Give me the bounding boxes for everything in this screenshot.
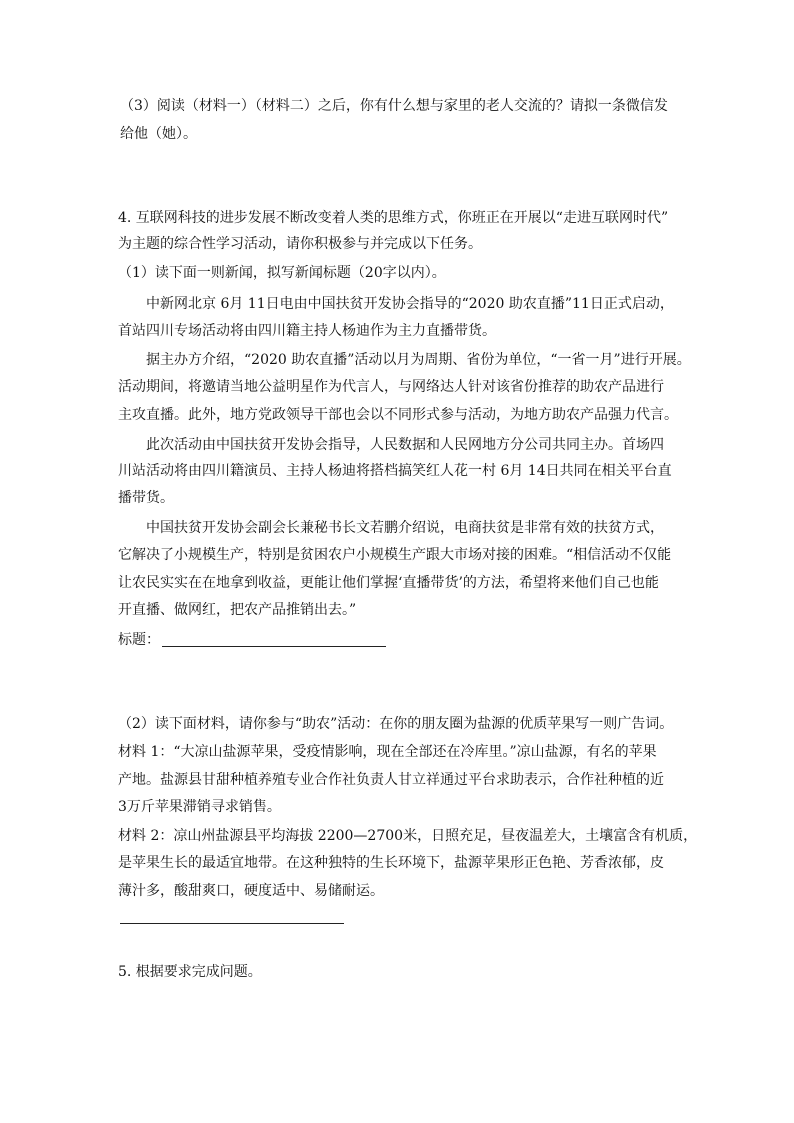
news-line: 首站四川专场活动将由四川籍主持人杨迪作为主力直播带货。 bbox=[118, 323, 496, 339]
q4-intro-line-1: 4. 互联网科技的进步发展不断改变着人类的思维方式，你班正在开展以“走进互联网时代” bbox=[118, 210, 669, 226]
news-line: 据主办方介绍，“2020 助农直播”活动以月为周期、省份为单位，“一省一月”进行开展。 bbox=[146, 352, 691, 368]
material-line: 产地。盐源县甘甜种植养殖专业合作社负责人甘立祥通过平台求助表示，合作社种植的近 bbox=[118, 772, 664, 788]
material-line: 材料 2：凉山州盐源县平均海拔 2200—2700米，日照充足，昼夜温差大，土壤富含有机质， bbox=[118, 828, 698, 844]
material-line: 3万斤苹果滞销寻求销售。 bbox=[118, 799, 281, 815]
ad-answer-line[interactable] bbox=[120, 923, 344, 924]
material-line: 是苹果生长的最适宜地带。在这种独特的生长环境下，盐源苹果形正色艳、芳香浓郁，皮 bbox=[118, 855, 664, 871]
news-line: 让农民实实在在地拿到收益，更能让他们掌握‘直播带货’的方法，希望将来他们自己也能 bbox=[118, 575, 659, 591]
news-line: 川站活动将由四川籍演员、主持人杨迪将搭档搞笑红人花一村 6月 14日共同在相关平台直 bbox=[118, 463, 672, 479]
news-line: 此次活动由中国扶贫开发协会指导，人民数据和人民网地方分公司共同主办。首场四 bbox=[146, 437, 664, 453]
q3-line-2: 给他（她）。 bbox=[120, 126, 197, 142]
news-line: 主攻直播。此外，地方党政领导干部也会以不同形式参与活动，为地方助农产品强力代言。 bbox=[118, 407, 678, 423]
material-line: 材料 1：“大凉山盐源苹果，受疫情影响，现在全部还在冷库里。”凉山盐源，有名的苹果 bbox=[118, 744, 657, 760]
news-line: 它解决了小规模生产，特别是贫困农户小规模生产跟大市场对接的困难。“相信活动不仅能 bbox=[118, 547, 672, 563]
news-line: 播带货。 bbox=[118, 490, 174, 506]
title-label: 标题： bbox=[118, 632, 160, 648]
q4-intro-line-2: 为主题的综合性学习活动，请你积极参与并完成以下任务。 bbox=[118, 236, 482, 252]
news-line: 中国扶贫开发协会副会长兼秘书长文若鹏介绍说，电商扶贫是非常有效的扶贫方式， bbox=[146, 520, 664, 536]
news-line: 中新网北京 6月 11日电由中国扶贫开发协会指导的“2020 助农直播”11日正式启动， bbox=[146, 296, 674, 312]
q5-prompt: 5. 根据要求完成问题。 bbox=[118, 964, 262, 980]
news-line: 活动期间，将邀请当地公益明星作为代言人，与网络达人针对该省份推荐的助农产品进行 bbox=[118, 379, 664, 395]
material-line: 薄汁多，酸甜爽口，硬度适中、易储耐运。 bbox=[118, 883, 384, 899]
news-line: 开直播、做网红，把农产品推销出去。” bbox=[118, 602, 357, 618]
q3-line-1: （3）阅读（材料一）（材料二）之后，你有什么想与家里的老人交流的？请拟一条微信发 bbox=[120, 98, 668, 114]
q4-sub2-prompt: （2）读下面材料，请你参与“助农”活动：在你的朋友圈为盐源的优质苹果写一则广告词。 bbox=[118, 716, 674, 732]
q4-sub1-prompt: （1）读下面一则新闻，拟写新闻标题（20字以内）。 bbox=[118, 265, 446, 281]
title-answer-line[interactable] bbox=[162, 646, 386, 647]
